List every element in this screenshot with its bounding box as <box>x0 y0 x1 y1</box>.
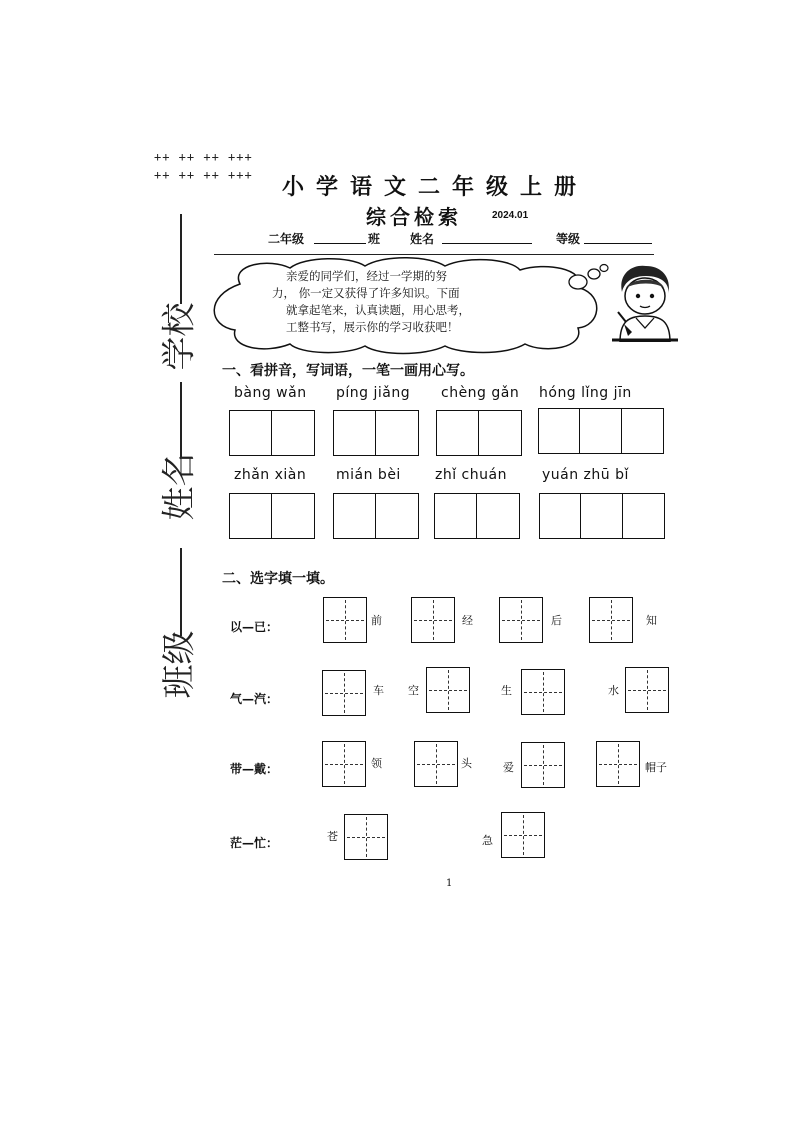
word-fragment: 头 <box>461 757 472 770</box>
fill-in-grid[interactable] <box>323 597 367 643</box>
fill-in-grid[interactable] <box>322 670 366 716</box>
word-fragment: 经 <box>462 614 473 627</box>
pinyin-label: hóng lǐng jīn <box>539 385 632 401</box>
word-fragment: 后 <box>551 614 562 627</box>
char-pair-label: 茫—忙： <box>230 836 279 850</box>
pinyin-label: mián bèi <box>336 467 401 483</box>
fill-in-grid[interactable] <box>322 741 366 787</box>
fill-in-grid[interactable] <box>521 742 565 788</box>
pinyin-label: zhǐ chuán <box>435 467 507 483</box>
name-label: 姓名 <box>410 232 435 246</box>
pinyin-label: zhǎn xiàn <box>234 467 307 483</box>
school-blank-line <box>180 214 182 304</box>
page-subtitle: 综合检索 <box>366 205 462 229</box>
student-writing-illustration <box>610 262 680 342</box>
word-fragment: 车 <box>373 684 384 697</box>
intro-line: 工整书写，展示你的学习收获吧！ <box>286 320 459 334</box>
word-fragment: 帽子 <box>645 761 667 774</box>
margin-name-label: 姓名 <box>159 452 200 521</box>
intro-text <box>272 268 542 336</box>
margin-class-label: 班级 <box>159 630 200 699</box>
fill-in-grid[interactable] <box>521 669 565 715</box>
pinyin-label: yuán zhū bǐ <box>542 467 629 483</box>
fill-in-grid[interactable] <box>625 667 669 713</box>
answer-box[interactable] <box>436 410 522 456</box>
fill-in-grid[interactable] <box>499 597 543 643</box>
char-pair-label: 带—戴： <box>230 762 279 776</box>
intro-line: 亲爱的同学们，经过一学期的努 <box>286 269 447 283</box>
fill-in-grid[interactable] <box>411 597 455 643</box>
fill-in-grid[interactable] <box>589 597 633 643</box>
word-fragment: 空 <box>408 684 419 697</box>
pinyin-label: chèng gǎn <box>441 385 520 401</box>
pinyin-label: bàng wǎn <box>234 385 307 401</box>
word-fragment: 生 <box>501 684 512 697</box>
intro-line: 就拿起笔来，认真读题，用心思考， <box>286 303 470 317</box>
intro-line: 力， 你一定又获得了许多知识。下面 <box>272 286 460 300</box>
word-fragment: 领 <box>371 757 382 770</box>
word-fragment: 水 <box>608 684 619 697</box>
answer-box[interactable] <box>229 410 315 456</box>
answer-box[interactable] <box>538 408 664 454</box>
answer-box[interactable] <box>434 493 520 539</box>
class-blank-line <box>180 548 182 636</box>
corner-marks-bottom: ++ ++ ++ +++ <box>154 168 253 182</box>
word-fragment: 前 <box>371 614 382 627</box>
word-fragment: 爱 <box>503 761 514 774</box>
class-label: 班 <box>368 232 381 246</box>
section1-title: 一、看拼音，写词语，一笔一画用心写。 <box>222 363 474 379</box>
grade-label: 二年级 <box>268 232 305 246</box>
word-fragment: 苍 <box>327 830 338 843</box>
fill-in-grid[interactable] <box>501 812 545 858</box>
level-blank[interactable] <box>584 231 652 244</box>
word-fragment: 急 <box>482 834 493 847</box>
word-fragment: 知 <box>646 614 657 627</box>
answer-box[interactable] <box>229 493 315 539</box>
name-blank[interactable] <box>442 231 532 244</box>
page-number: 1 <box>446 878 453 889</box>
grade-blank[interactable] <box>314 231 366 244</box>
answer-box[interactable] <box>333 410 419 456</box>
fill-in-grid[interactable] <box>414 741 458 787</box>
fill-in-grid[interactable] <box>426 667 470 713</box>
margin-school-label: 学校 <box>159 302 200 371</box>
fill-in-grid[interactable] <box>344 814 388 860</box>
answer-box[interactable] <box>333 493 419 539</box>
corner-marks-top: ++ ++ ++ +++ <box>154 150 253 164</box>
char-pair-label: 以—已： <box>230 620 279 634</box>
pinyin-label: píng jiǎng <box>336 385 411 401</box>
answer-box[interactable] <box>539 493 665 539</box>
level-label: 等级 <box>556 232 581 246</box>
section2-title: 二、选字填一填。 <box>222 571 334 587</box>
char-pair-label: 气—汽： <box>230 692 279 706</box>
exam-date: 2024.01 <box>492 210 529 221</box>
fill-in-grid[interactable] <box>596 741 640 787</box>
page-title: 小学语文二年级上册 <box>282 174 589 200</box>
name-blank-line <box>180 382 182 458</box>
header-divider <box>214 254 654 255</box>
